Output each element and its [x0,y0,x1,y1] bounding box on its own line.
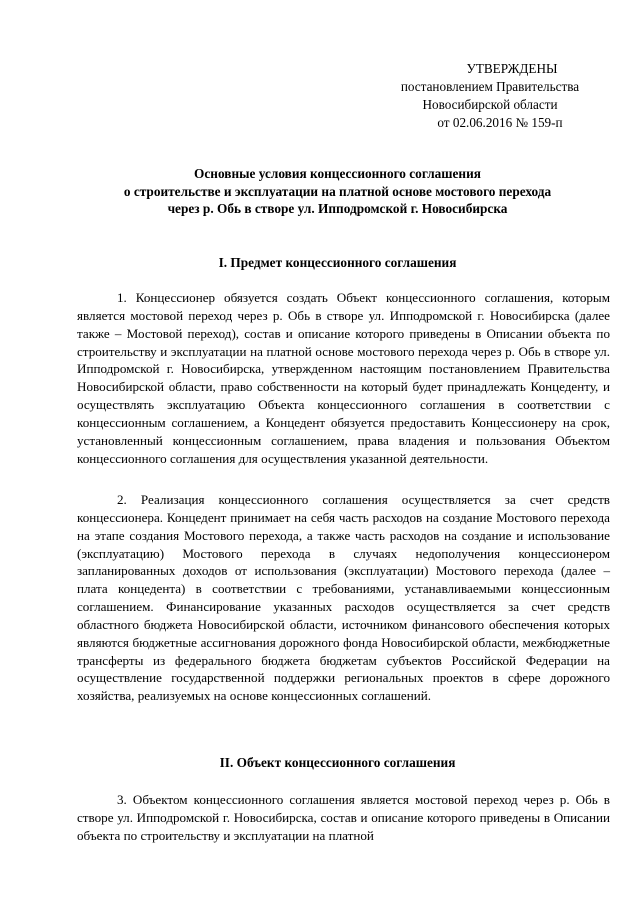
title-line-1: Основные условия концессионного соглашения [194,166,481,181]
paragraph-2: 2. Реализация концессионного соглашения осуществляется за счет средств концессионера. Концедент принимает на себя часть расходов на создание Мостового перехода на этапе создания Мостового перехода, а также часть расходов на создание и использование (эксплуатацию) Мостового перехода в случаях недополучения концессионером запланированных доходов от использования (эксплуатации) Мостового перехода (далее – плата концедента) в соответствии с требованиями, устанавливаемыми концессионным соглашением. Финансирование указанных расходов осуществляется за счет средств областного бюджета Новосибирской области, источником финансового обеспечения которых являются бюджетные ассигнования дорожного фонда Новосибирской области, межбюджетные трансферты из федерального бюджета бюджетам субъектов Российской Федерации на осуществление государственной поддержки региональных проектов в сфере дорожного хозяйства, реализуемых на основе концессионных соглашений. [77,492,610,704]
title-line-3: через р. Обь в створе ул. Ипподромской г. Новосибирска [167,201,508,216]
section-heading-2: II. Объект концессионного соглашения [219,755,456,770]
paragraph-1: 1. Концессионер обязуется создать Объект концессионного соглашения, которым является мостовой переход через р. Обь в створе ул. Ипподромской г. Новосибирска (далее также – Мостовой переход), состав и описание которого приведены в Описании объекта по строительству и эксплуатации на платной основе мостового перехода через р. Обь в створе ул. Ипподромской г. Новосибирска, утвержденном настоящим постановлением Правительства Новосибирской области, право собственности на который будет принадлежать Концеденту, и осуществлять эксплуатацию Объекта концессионного соглашения в соответствии с концессионным соглашением, а Концедент обязуется предоставить Концессионеру на срок, установленный концессионным соглашением, права владения и пользования Объектом концессионного соглашения для осуществления указанной деятельности. [77,290,610,466]
approval-stamp-title: УТВЕРЖДЕНЫ [466,61,558,76]
paragraph-3: 3. Объектом концессионного соглашения является мостовой переход через р. Обь в створе ул. Ипподромской г. Новосибирска, состав и описание которого приведены в Описании объекта по строительству и эксплуатации на платной [77,792,610,843]
approval-date-number: от 02.06.2016 № 159-п [437,115,563,130]
approval-decree-line: постановлением Правительства [400,79,580,94]
document-title [60,165,615,218]
title-line-2: о строительстве и эксплуатации на платной основе мостового перехода [123,183,552,199]
approval-block [390,60,590,132]
approval-region-line: Новосибирской области [422,97,558,112]
section-heading-1: I. Предмет концессионного соглашения [218,255,457,270]
